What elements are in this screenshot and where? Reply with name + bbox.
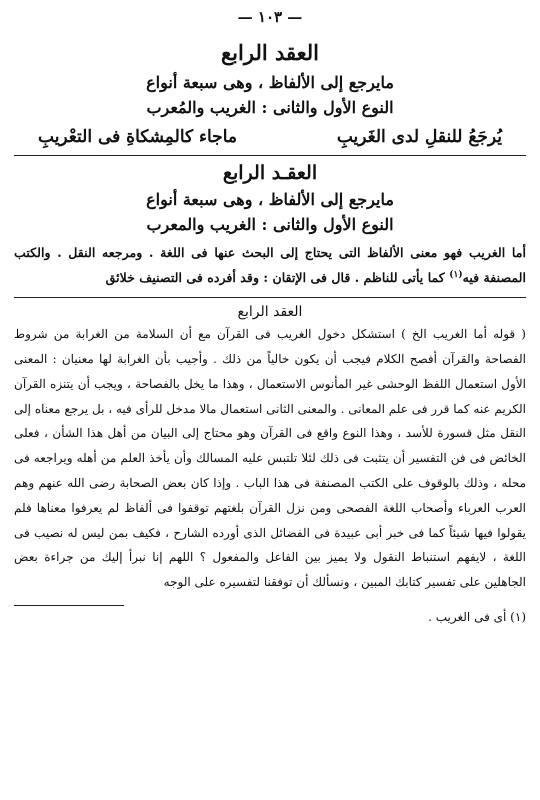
section2-text-b: كما يأتى للناظم . قال فى الإتقان : وقد أفرده فى التصنيف خلائق [105,270,445,286]
section2-kind: النوع الأول والثانى : الغريب والمعرب [146,215,394,234]
section2-title: العقـد الرابع [222,162,318,184]
verse-hemistich-left: ماجاء كالمِشكاةِ فى التعْريبِ [38,127,237,147]
commentary-title: العقد الرابع [237,304,303,321]
divider [14,297,526,298]
footnote-marker: (١) [449,270,463,280]
section1-kind: النوع الأول والثانى : الغريب والمُعرب [146,98,394,117]
footnote-rule [14,605,124,606]
section2-subtitle: مايرجع إلى الألفاظ ، وهى سبعة أنواع [146,190,394,209]
section2-text-a: أما الغريب فهو معنى الألفاظ التى يحتاج إلى البحث عنها فى اللغة . ومرجعه النقل . والكتب المصنفة فيه [14,245,526,286]
commentary [14,322,526,595]
commentary-paragraph: ( قوله أما الغريب الخ ) استشكل دخول الغريب فى القرآن مع أن السلامة من الغرابة من شروط الفصاحة والقرآن أفصح الكلام فيجب أن يكون خالياً من ذلك . وأجيب بأن الغرابة لها معنيان : المعنى الأول استعمال اللفظ الوحشى غير المأنوس الاستعمال ، وهذا ما يخل بالفصاحة ، ويجب أن يتنزه القرآن الكريم عنه كما قرر فى علم المعانى . والمعنى الثانى استعمال مالا مدخل للرأى فيه ، بل يرجع معناه إلى النقل مثل قسورة للأسد ، وهذا النوع واقع فى القرآن وهو محتاج إلى البيان من أهل هذا الشأن ، فعلى الخائض فى فن التفسير أن يتثبت فى ذلك لئلا تلتبس عليه المسالك وأن يأخذ العلم من أهله ويراجعه فى محله ، وذلك بالوقوف على الكتب المصنفة فى هذا الباب . وإذا كان بعض الصحابة رضى الله عنهم وهم العرب العرباء وأصحاب اللغة الفصحى ومن نزل القرآن بلغتهم توقفوا فى ألفاظ لم يعرفوا معناها فلم يقولوا فيها شيئاً كما فى خبر أبى عبيدة فى الفضائل الذى أورده الشارح ، فكيف بمن ليس له نصيب فى اللغة ، لايفهم استنباط النقول ولا يميز بين الفاعل والمفعول ؟ اللهم إنا نبرأ إليك من جراءة بعض الجاهلين على تفسير كتابك المبين ، ونسألك أن توفقنا لتفسيره على الوجه [14,327,526,590]
section2 [14,162,526,289]
poem-verse [14,127,526,147]
footnote: (١) أى فى الغريب . [428,609,526,624]
section1-subtitle: مايرجع إلى الألفاظ ، وهى سبعة أنواع [146,73,394,92]
divider [14,155,526,156]
verse-hemistich-right: يُرجَعُ للنقلِ لدى الغَريبِ [336,127,502,147]
section2-paragraph [14,242,526,289]
page-number [14,0,526,30]
page-number-text: — ١٠٣ — [237,8,303,26]
section1-title: العقد الرابع [221,40,319,65]
